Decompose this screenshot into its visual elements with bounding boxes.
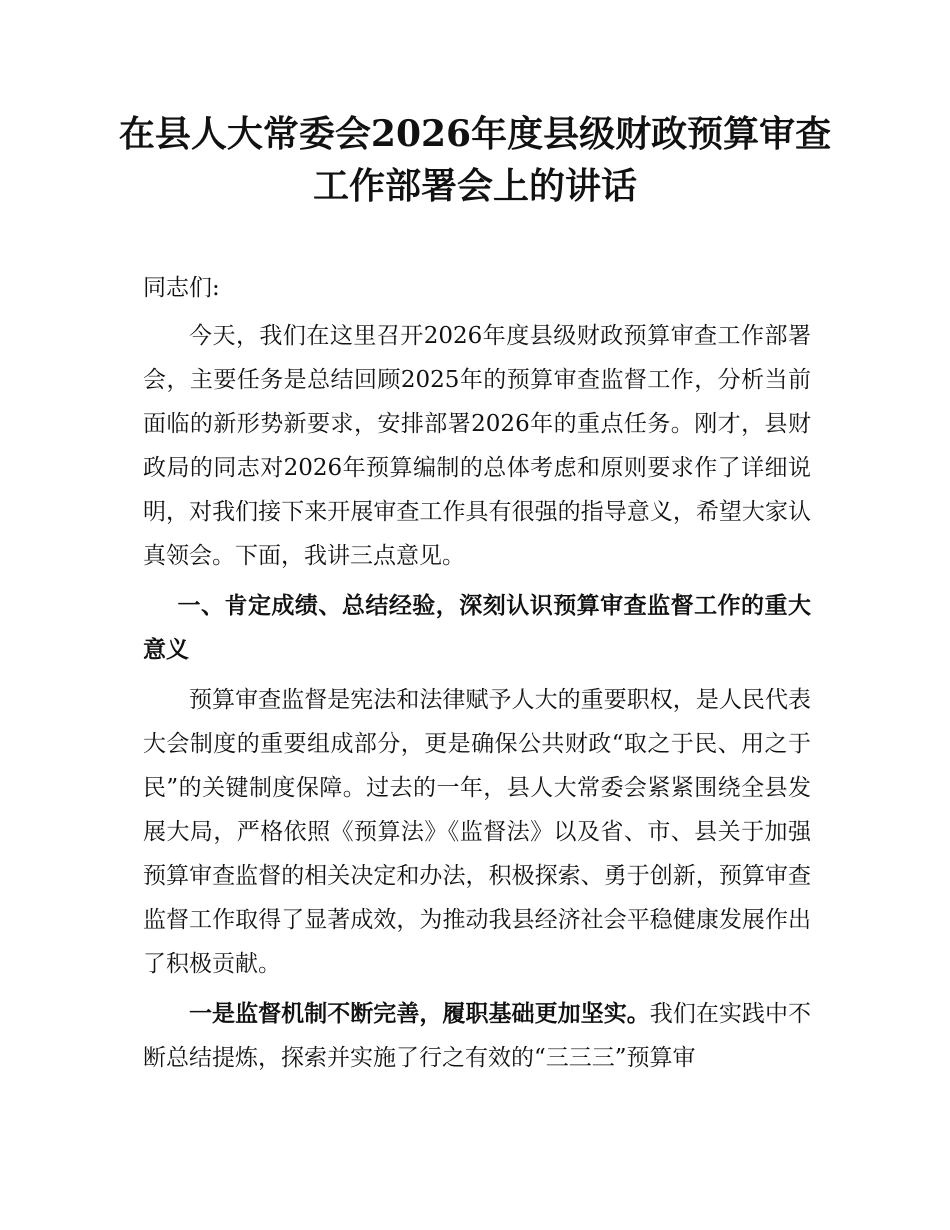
section-1-paragraph: 预算审查监督是宪法和法律赋予人大的重要职权，是人民代表大会制度的重要组成部分，更是确保公共财政“取之于民、用之于民”的关键制度保障。过去的一年，县人大常委会紧紧围绕全县发展大局，严格依照《预算法》《监督法》以及省、市、县关于加强预算审查监督的相关决定和办法，积极探索、勇于创新，预算审查监督工作取得了显著成效，为推动我县经济社会平稳健康发展作出了积极贡献。: [143, 687, 811, 977]
title-line-2: 工作部署会上的讲话: [312, 165, 637, 207]
intro-paragraph: 今天，我们在这里召开2026年度县级财政预算审查工作部署会，主要任务是总结回顾2025年的预算审查监督工作，分析当前面临的新形势新要求，安排部署2026年的重点任务。刚才，县财政局的同志对2026年预算编制的总体考虑和原则要求作了详细说明，对我们接下来开展审查工作具有很强的指导意义，希望大家认真领会。下面，我讲三点意见。: [143, 323, 811, 569]
point-1-text: 我们在实践中不断总结提炼，探索并实施了行之有效的“三三三”预算审: [143, 1001, 812, 1071]
title-line-1: 在县人大常委会2026年度县级财政预算审查: [118, 113, 832, 155]
salutation: 同志们:: [143, 275, 220, 301]
document-body: [143, 266, 811, 1080]
point-1-lead: 一是监督机制不断完善，履职基础更加坚实。: [189, 1001, 650, 1027]
document-title: [100, 108, 850, 212]
section-heading-1: 一、肯定成绩、总结经验，深刻认识预算审查监督工作的重大意义: [143, 593, 811, 663]
point-1-paragraph: [143, 992, 811, 1080]
